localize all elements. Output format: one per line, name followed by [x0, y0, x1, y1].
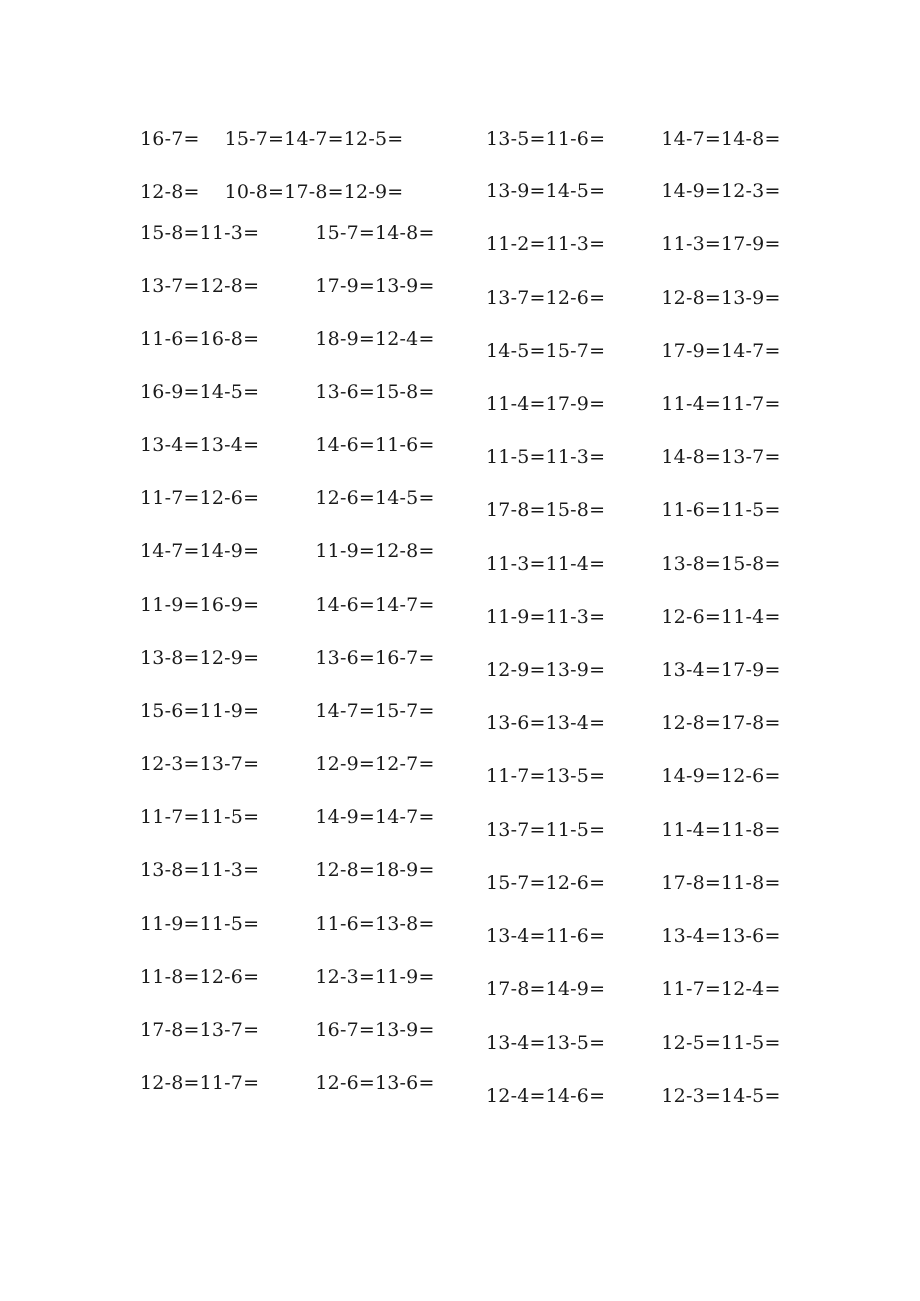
- problem-line: 13-7=11-5= 11-4=11-8=: [486, 819, 781, 841]
- problem-line: 12-4=14-6= 12-3=14-5=: [486, 1085, 781, 1107]
- problem-line: 11-2=11-3= 11-3=17-9=: [486, 233, 781, 255]
- problem-line: 13-8=12-9= 13-6=16-7=: [140, 647, 435, 669]
- problem-line: 13-4=13-5= 12-5=11-5=: [486, 1032, 781, 1054]
- problem-line: 11-9=11-5= 11-6=13-8=: [140, 913, 435, 935]
- problem-line: 15-8=11-3= 15-7=14-8=: [140, 222, 435, 244]
- problem-line: 11-5=11-3= 14-8=13-7=: [486, 446, 781, 468]
- problem-line: 11-7=13-5= 14-9=12-6=: [486, 765, 781, 787]
- problem-line: 11-7=11-5= 14-9=14-7=: [140, 806, 435, 828]
- problem-line: 13-7=12-6= 12-8=13-9=: [486, 287, 781, 309]
- problem-line: 11-7=12-6= 12-6=14-5=: [140, 487, 435, 509]
- problem-line: 16-7= 15-7=14-7=12-5=: [140, 128, 404, 150]
- problem-line: 17-8=13-7= 16-7=13-9=: [140, 1019, 435, 1041]
- problem-line: 11-4=17-9= 11-4=11-7=: [486, 393, 781, 415]
- problem-line: 12-3=13-7= 12-9=12-7=: [140, 753, 435, 775]
- problem-line: 15-6=11-9= 14-7=15-7=: [140, 700, 435, 722]
- problem-line: 12-8= 10-8=17-8=12-9=: [140, 181, 404, 203]
- problem-line: 11-9=16-9= 14-6=14-7=: [140, 594, 435, 616]
- problem-line: 13-9=14-5= 14-9=12-3=: [486, 180, 781, 202]
- problem-line: 14-7=14-9= 11-9=12-8=: [140, 540, 435, 562]
- problem-line: 17-8=15-8= 11-6=11-5=: [486, 499, 781, 521]
- problem-line: 15-7=12-6= 17-8=11-8=: [486, 872, 781, 894]
- problem-line: 12-9=13-9= 13-4=17-9=: [486, 659, 781, 681]
- problem-line: 13-7=12-8= 17-9=13-9=: [140, 275, 435, 297]
- problem-line: 12-8=11-7= 12-6=13-6=: [140, 1072, 435, 1094]
- problem-line: 13-5=11-6= 14-7=14-8=: [486, 128, 781, 150]
- problem-line: 13-4=13-4= 14-6=11-6=: [140, 434, 435, 456]
- problem-line: 17-8=14-9= 11-7=12-4=: [486, 978, 781, 1000]
- problem-line: 11-8=12-6= 12-3=11-9=: [140, 966, 435, 988]
- problem-line: 11-3=11-4= 13-8=15-8=: [486, 553, 781, 575]
- problem-line: 16-9=14-5= 13-6=15-8=: [140, 381, 435, 403]
- problem-line: 14-5=15-7= 17-9=14-7=: [486, 340, 781, 362]
- problem-line: 11-6=16-8= 18-9=12-4=: [140, 328, 435, 350]
- problem-line: 11-9=11-3= 12-6=11-4=: [486, 606, 781, 628]
- problem-line: 13-4=11-6= 13-4=13-6=: [486, 925, 781, 947]
- problem-line: 13-8=11-3= 12-8=18-9=: [140, 859, 435, 881]
- problem-line: 13-6=13-4= 12-8=17-8=: [486, 712, 781, 734]
